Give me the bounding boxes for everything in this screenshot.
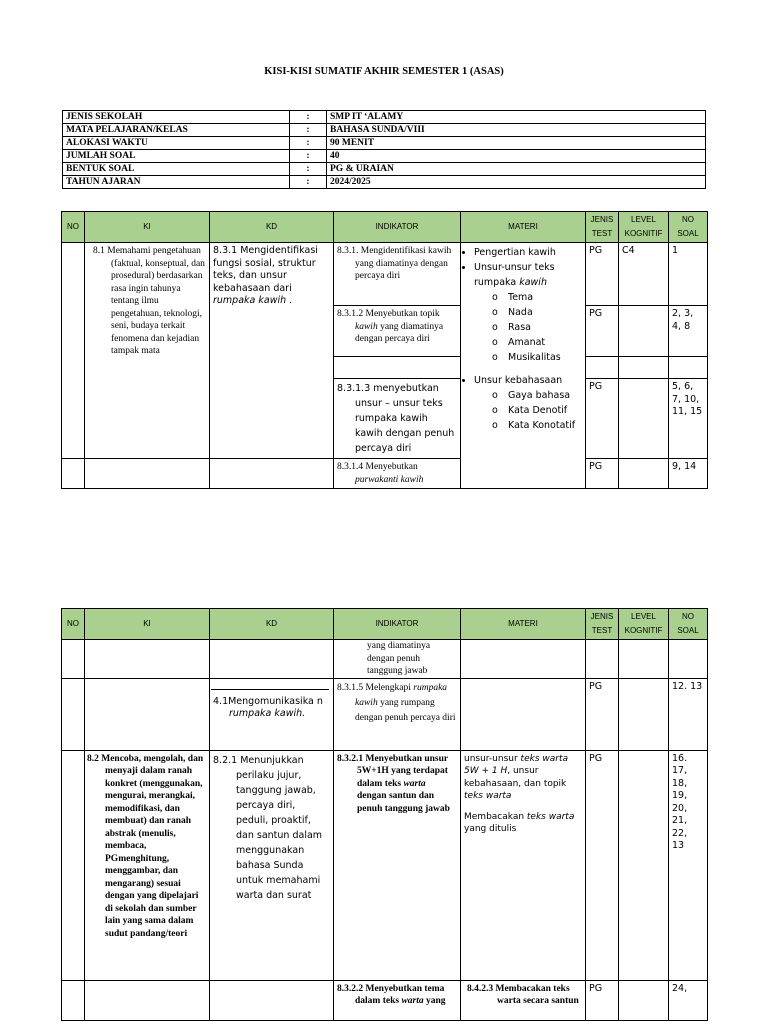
info-row [63, 137, 706, 150]
list-item: o Amanat [492, 335, 582, 350]
header-kd: KD [210, 609, 334, 640]
jenis-test: PG [586, 459, 619, 489]
indikator-text: 8.3.1.4 Menyebutkan purwakanti kawih [337, 462, 424, 485]
table-header-row [62, 212, 708, 243]
header-indikator: INDIKATOR [334, 609, 461, 640]
info-separator: : [290, 111, 327, 124]
school-info-table [62, 110, 706, 189]
header-indikator: INDIKATOR [334, 212, 461, 243]
info-value: 2024/2025 [327, 176, 706, 189]
info-value: 90 MENIT [327, 137, 706, 150]
kd-text: 4.1Mengomunikasika n rumpaka kawih. [210, 678, 334, 750]
list-item: o Tema [492, 290, 582, 305]
header-jenis-test: JENIS TEST [586, 609, 619, 640]
kisi-table-1 [61, 211, 708, 489]
jenis-test: PG [586, 678, 619, 750]
list-item: o Musikalitas [492, 350, 582, 365]
table-header-row [62, 609, 708, 640]
info-row [63, 163, 706, 176]
header-jenis-test: JENIS TEST [586, 212, 619, 243]
header-ki: KI [85, 609, 210, 640]
header-materi: MATERI [461, 212, 586, 243]
no-soal: 5, 6, 7, 10, 11, 15 [669, 379, 708, 459]
no-soal: 2, 3, 4, 8 [669, 306, 708, 357]
materi-text: 8.4.2.3 Membacakan teks warta secara santun [467, 983, 579, 1006]
list-item: • Unsur kebahasaan [474, 373, 582, 388]
document-title: KISI-KISI SUMATIF AKHIR SEMESTER 1 (ASAS) [264, 66, 504, 77]
info-label: TAHUN AJARAN [63, 176, 290, 189]
info-value: 40 [327, 150, 706, 163]
indikator-text: 8.3.2.2 Menyebutkan tema dalam teks warta yang [337, 983, 446, 1006]
info-value: SMP IT ‘ALAMY [327, 111, 706, 124]
jenis-test: PG [586, 243, 619, 306]
header-ki: KI [85, 212, 210, 243]
no-soal: 24, [669, 980, 708, 1020]
info-row [63, 150, 706, 163]
info-separator: : [290, 137, 327, 150]
ki-text: 8.1 Memahami pengetahuan (faktual, konseptual, dan prosedural) berdasarkan rasa ingin tahunya tentang ilmu pengetahuan, teknologi, seni, budaya terkait fenomena dan kejadian tampak mata [93, 246, 205, 356]
header-no-soal: NO SOAL [669, 609, 708, 640]
list-item: o Kata Denotif [492, 403, 582, 418]
header-level-kognitif: LEVEL KOGNITIF [619, 212, 669, 243]
jenis-test: PG [586, 750, 619, 980]
info-label: JUMLAH SOAL [63, 150, 290, 163]
jenis-test: PG [586, 306, 619, 357]
info-separator: : [290, 163, 327, 176]
indikator-text: yang diamatinya dengan penuh tanggung jawab [334, 640, 461, 679]
info-separator: : [290, 124, 327, 137]
list-item: o Kata Konotatif [492, 418, 582, 433]
header-no-soal: NO SOAL [669, 212, 708, 243]
info-label: JENIS SEKOLAH [63, 111, 290, 124]
header-level-kognitif: LEVEL KOGNITIF [619, 609, 669, 640]
list-item: o Gaya bahasa [492, 388, 582, 403]
list-item: • Pengertian kawih [474, 245, 582, 260]
materi-cell: unsur-unsur teks warta 5W + 1 H, unsur kebahasaan, dan topik teks warta Membacakan teks warta yang ditulis [461, 750, 586, 980]
header-materi: MATERI [461, 609, 586, 640]
no-soal: 12. 13 [669, 678, 708, 750]
list-item: o Rasa [492, 320, 582, 335]
list-item: • Unsur-unsur teks rumpaka kawih [474, 260, 582, 290]
table-row [62, 750, 708, 980]
no-soal: 16. 17, 18, 19, 20, 21, 22, 13 [669, 750, 708, 980]
table-row [62, 980, 708, 1020]
info-row [63, 176, 706, 189]
info-value: PG & URAIAN [327, 163, 706, 176]
ki-text: 8.2 Mencoba, mengolah, dan menyaji dalam ranah konkret (menggunakan, mengurai, merangkai, memodifikasi, dan membuat) dan ranah abstrak (menulis, membaca, PGmenghitung, menggambar, dan mengarang) sesuai dengan yang dipelajari di sekolah dan sumber lain yang sama dalam sudut pandang/teori [87, 753, 204, 939]
table-row [62, 640, 708, 679]
table-row [62, 243, 708, 306]
header-no: NO [62, 609, 85, 640]
info-label: MATA PELAJARAN/KELAS [63, 124, 290, 137]
indikator-text: 8.3.1.2 Menyebutkan topik kawih yang diamatinya dengan percaya diri [337, 309, 444, 344]
info-value: BAHASA SUNDA/VIII [327, 124, 706, 137]
info-label: ALOKASI WAKTU [63, 137, 290, 150]
level-kognitif: C4 [619, 243, 669, 306]
table-row [62, 678, 708, 750]
kd-text: 8.2.1 Menunjukkan perilaku jujur, tanggung jawab, percaya diri, peduli, proaktif, dan santun dalam menggunakan bahasa Sunda untuk memahami warta dan surat [213, 754, 323, 901]
header-no: NO [62, 212, 85, 243]
list-item: o Nada [492, 305, 582, 320]
materi-cell [461, 243, 586, 489]
indikator-text: 8.3.1.3 menyebutkan unsur – unsur teks rumpaka kawih kawih dengan penuh percaya diri [337, 383, 455, 454]
kisi-table-2 [61, 608, 708, 1021]
jenis-test: PG [586, 980, 619, 1020]
jenis-test: PG [586, 379, 619, 459]
info-row [63, 124, 706, 137]
indikator-text: 8.3.1.5 Melengkapi rumpaka kawih yang rumpang dengan penuh percaya diri [337, 682, 456, 723]
indikator-text: 8.3.1. Mengidentifikasi kawih yang diamatinya dengan percaya diri [337, 246, 452, 281]
info-label: BENTUK SOAL [63, 163, 290, 176]
info-separator: : [290, 176, 327, 189]
table-row [62, 459, 708, 489]
kd-text: 8.3.1 Mengidentifikasi fungsi sosial, struktur teks, dan unsur kebahasaan dari rumpaka kawih . [210, 243, 334, 459]
no-soal: 1 [669, 243, 708, 306]
info-row [63, 111, 706, 124]
no-soal: 9, 14 [669, 459, 708, 489]
info-separator: : [290, 150, 327, 163]
header-kd: KD [210, 212, 334, 243]
indikator-text: 8.3.2.1 Menyebutkan unsur 5W+1H yang terdapat dalam teks warta dengan santun dan penuh tanggung jawab [337, 753, 450, 814]
